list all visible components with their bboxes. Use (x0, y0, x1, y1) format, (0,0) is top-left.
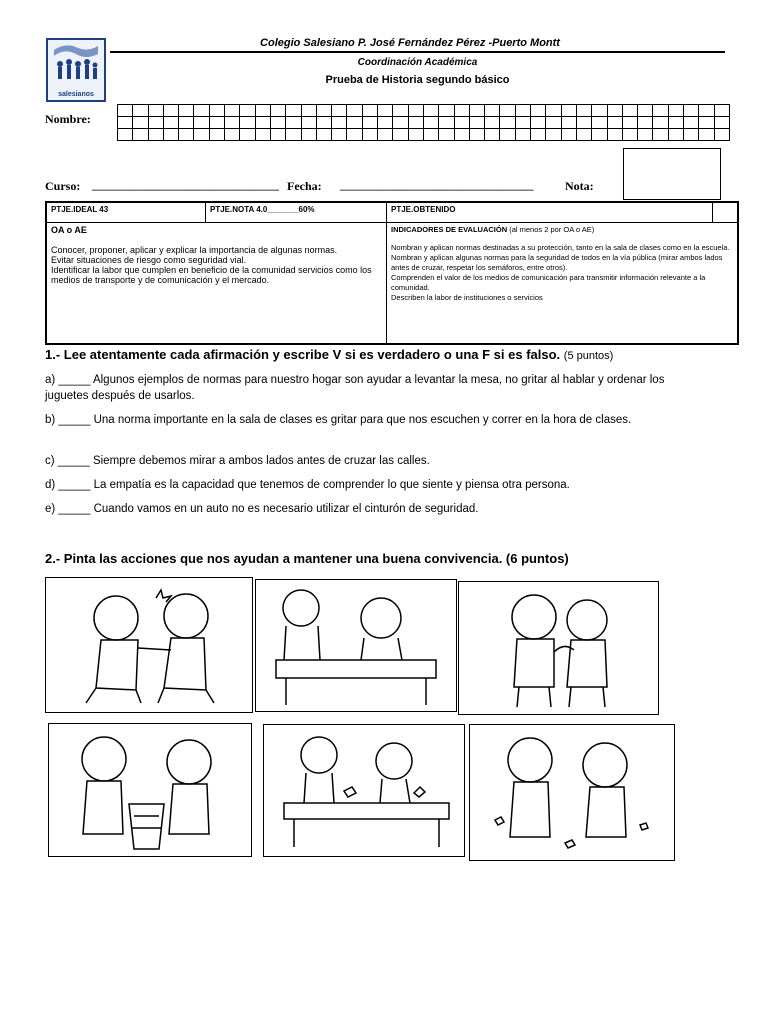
logo-text: salesianos (58, 91, 94, 98)
grade-box[interactable] (623, 148, 721, 200)
indicator-line: Comprenden el valor de los medios de comunicación para transmitir información relevante a la comunidad. (391, 273, 706, 292)
indicator-line: Nombran y aplican normas destinadas a su protección, tanto en la sala de clases como en la escuela. (391, 243, 730, 252)
ideal-score-cell: PTJE.IDEAL 43 (46, 202, 206, 223)
statement-c[interactable]: c) _____ Siempre debemos mirar a ambos lados antes de cruzar las calles. (45, 455, 430, 467)
course-label: Curso: (45, 179, 81, 193)
illustration-kids-recycling[interactable] (48, 723, 252, 857)
indicator-line: Describen la labor de instituciones o servicios (391, 293, 543, 302)
logo-figures-icon (48, 40, 104, 86)
kids-hugging-icon (459, 582, 657, 713)
question-1-title (45, 347, 613, 362)
statement-a[interactable]: a) _____ Algunos ejemplos de normas para nuestro hogar son ayudar a levantar la mesa, no gritar al hablar y ordenar los juguetes después de usarlos. (45, 374, 665, 402)
oa-line: Identificar la labor que cumplen en beneficio de la comunidad servicios como los medios de transporte y de comunicación y el mercado. (51, 265, 372, 285)
illustration-kids-hugging[interactable] (458, 581, 659, 715)
kids-fighting-icon (46, 578, 251, 711)
statement-b[interactable]: b) _____ Una norma importante en la sala de clases es gritar para que nos escuchen y correr en la hora de clases. (45, 414, 632, 426)
indicators-note: (al menos 2 por OA o AE) (509, 225, 595, 234)
question-1-points: (5 puntos) (563, 350, 614, 362)
illustration-kids-littering[interactable] (469, 724, 675, 861)
oa-line: Evitar situaciones de riesgo como seguridad vial. (51, 255, 247, 265)
obtained-score-box[interactable] (712, 202, 738, 223)
illustration-kids-at-desk[interactable] (255, 579, 457, 712)
school-name: Colegio Salesiano P. José Fernández Pérez -Puerto Montt (260, 37, 560, 49)
illustration-kids-fighting[interactable] (45, 577, 253, 713)
kids-littering-icon (470, 725, 673, 859)
indicators-cell (386, 222, 738, 344)
question-1-text: 1.- Lee atentamente cada afirmación y escribe V si es verdadero o una F si es falso. (45, 347, 561, 362)
oa-line: Conocer, proponer, aplicar y explicar la importancia de algunas normas. (51, 245, 338, 255)
date-field[interactable]: _____________________________ (340, 177, 534, 191)
evaluation-table (45, 201, 739, 345)
test-title: Prueba de Historia segundo básico (325, 74, 510, 86)
oa-header: OA o AE (51, 225, 87, 235)
obtained-score-label: PTJE.OBTENIDO (386, 202, 713, 223)
grade-score-cell: PTJE.NOTA 4.0_______60% (205, 202, 387, 223)
course-field[interactable]: ____________________________ (92, 177, 279, 191)
name-label: Nombre: (45, 112, 91, 126)
oa-cell (46, 222, 387, 344)
date-label: Fecha: (287, 179, 322, 193)
illustration-messy-desk[interactable] (263, 724, 465, 857)
name-letter-grid[interactable] (117, 104, 730, 141)
school-logo (46, 38, 106, 102)
header-divider (110, 51, 725, 53)
statement-d[interactable]: d) _____ La empatía es la capacidad que tenemos de comprender lo que siente y piensa otra persona. (45, 479, 570, 491)
statement-e[interactable]: e) _____ Cuando vamos en un auto no es necesario utilizar el cinturón de seguridad. (45, 503, 479, 515)
coordination-title: Coordinación Académica (357, 57, 478, 68)
grade-label: Nota: (565, 179, 594, 193)
kids-at-desk-icon (256, 580, 455, 710)
indicators-header: INDICADORES DE EVALUACIÓN (391, 225, 508, 234)
kids-recycling-icon (49, 724, 250, 855)
question-2-title: 2.- Pinta las acciones que nos ayudan a mantener una buena convivencia. (6 puntos) (45, 551, 569, 566)
messy-desk-icon (264, 725, 463, 855)
indicator-line: Nombran y aplican algunas normas para la seguridad de todos en la vía pública (mirar ambos lados antes de cruzar, respetar los semáforos, entre otros). (391, 253, 723, 272)
